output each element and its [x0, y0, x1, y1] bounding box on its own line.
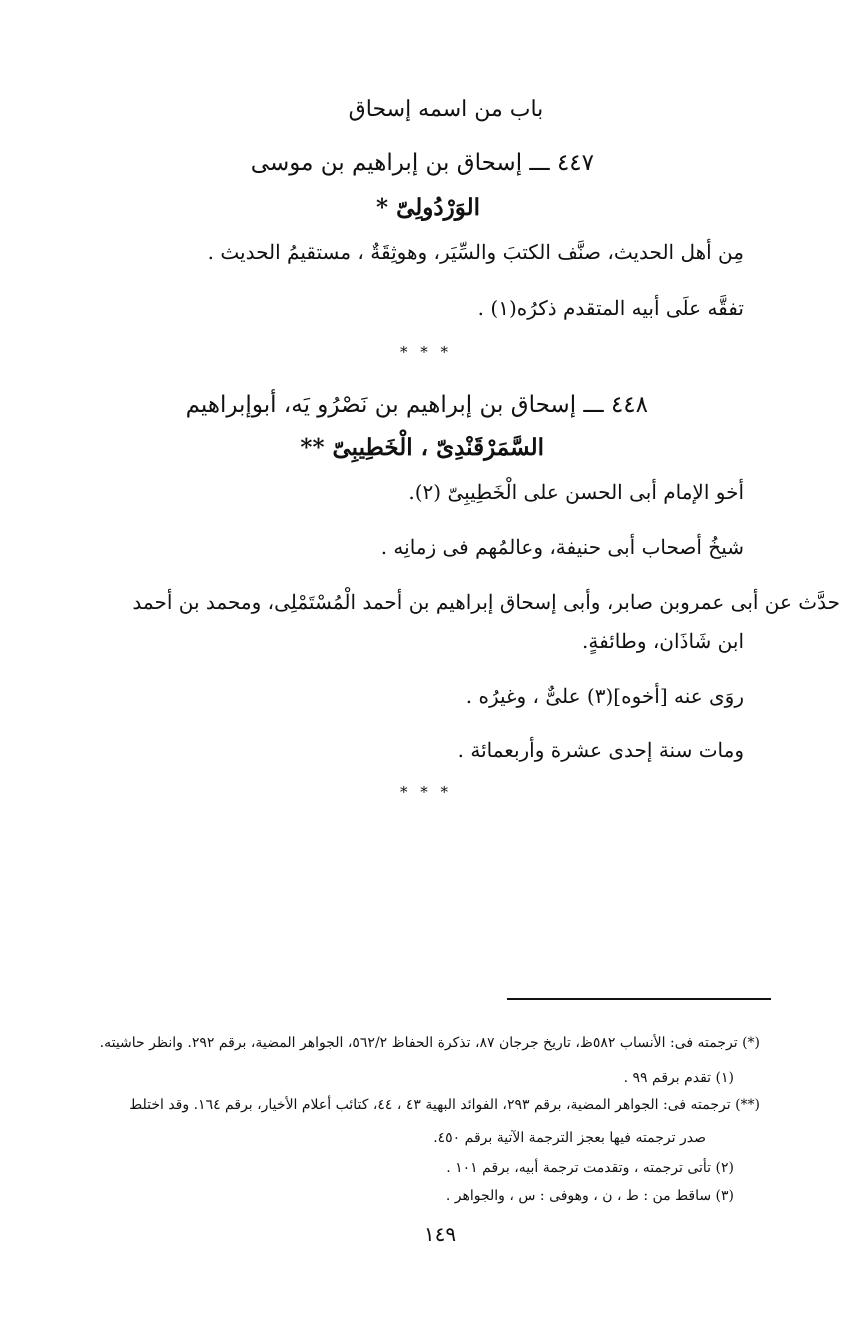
entry-448-heading: ٤٤٨ ـــ إسحاق بن إبراهيم بن نَصْرُو يَه، أبوإبراهيم — [185, 392, 648, 418]
entry-448-paragraph-1: أخو الإمام أبى الحسن على الْخَطِيبِىّ (٢). — [408, 480, 744, 504]
entry-447-heading: ٤٤٧ ـــ إسحاق بن إبراهيم بن موسى — [250, 150, 594, 176]
entry-447-nisba: الوَرْدُولِىّ * — [376, 194, 480, 221]
footnote-1: (١) تقدم برقم ٩٩ . — [623, 1070, 734, 1086]
entry-447-paragraph-2: تفقَّه علَى أبيه المتقدم ذكرُه(١) . — [477, 296, 744, 320]
separator-1: * * * — [399, 343, 453, 361]
section-title: باب من اسمه إسحاق — [348, 97, 544, 122]
entry-448-paragraph-5: ومات سنة إحدى عشرة وأربعمائة . — [457, 738, 744, 762]
footnote-3: (٣) ساقط من : ط ، ن ، وهوفى : س ، والجواهر . — [445, 1188, 734, 1204]
entry-448-nisba: السَّمَرْقَنْدِىّ ، الْخَطِيبِىّ ** — [300, 434, 544, 461]
page-number: ١٤٩ — [423, 1222, 457, 1246]
entry-448-paragraph-3-line-2: ابن شَاذَان، وطائفةٍ. — [582, 629, 744, 653]
entry-447-paragraph-1: مِن أهل الحديث، صنَّف الكتبَ والسِّيَر، وهوثِقَةٌ ، مستقيمُ الحديث . — [207, 240, 744, 264]
footnote-divider — [507, 998, 771, 1000]
entry-448-paragraph-4: روَى عنه [أخوه](٣) علىٌّ ، وغيرُه . — [465, 684, 744, 708]
footnote-star-1: (*) ترجمته فى: الأنساب ٥٨٢ظ، تاريخ جرجان ٨٧، تذكرة الحفاظ ٥٦٢/٢، الجواهر المضية، برقم ٢٩٢. وانظر حاشيته. — [99, 1035, 760, 1051]
separator-2: * * * — [399, 783, 453, 801]
footnote-2: (٢) تأتى ترجمته ، وتقدمت ترجمة أبيه، برقم ١٠١ . — [446, 1160, 734, 1176]
entry-448-paragraph-3-line-1: حدَّث عن أبى عمروبن صابر، وأبى إسحاق إبراهيم بن أحمد الْمُسْتَمْلِى، ومحمد بن أحمد — [132, 590, 840, 614]
footnote-star-2: (**) ترجمته فى: الجواهر المضية، برقم ٢٩٣، الفوائد البهية ٤٣ ، ٤٤، كتائب أعلام الأخيار، برقم ١٦٤. وقد اختلط — [129, 1097, 760, 1113]
footnote-star-2-continuation: صدر ترجمته فيها بعجز الترجمة الآتية برقم ٤٥٠. — [433, 1130, 706, 1146]
entry-448-paragraph-2: شيخُ أصحاب أبى حنيفة، وعالمُهم فى زمانِه . — [380, 535, 744, 559]
